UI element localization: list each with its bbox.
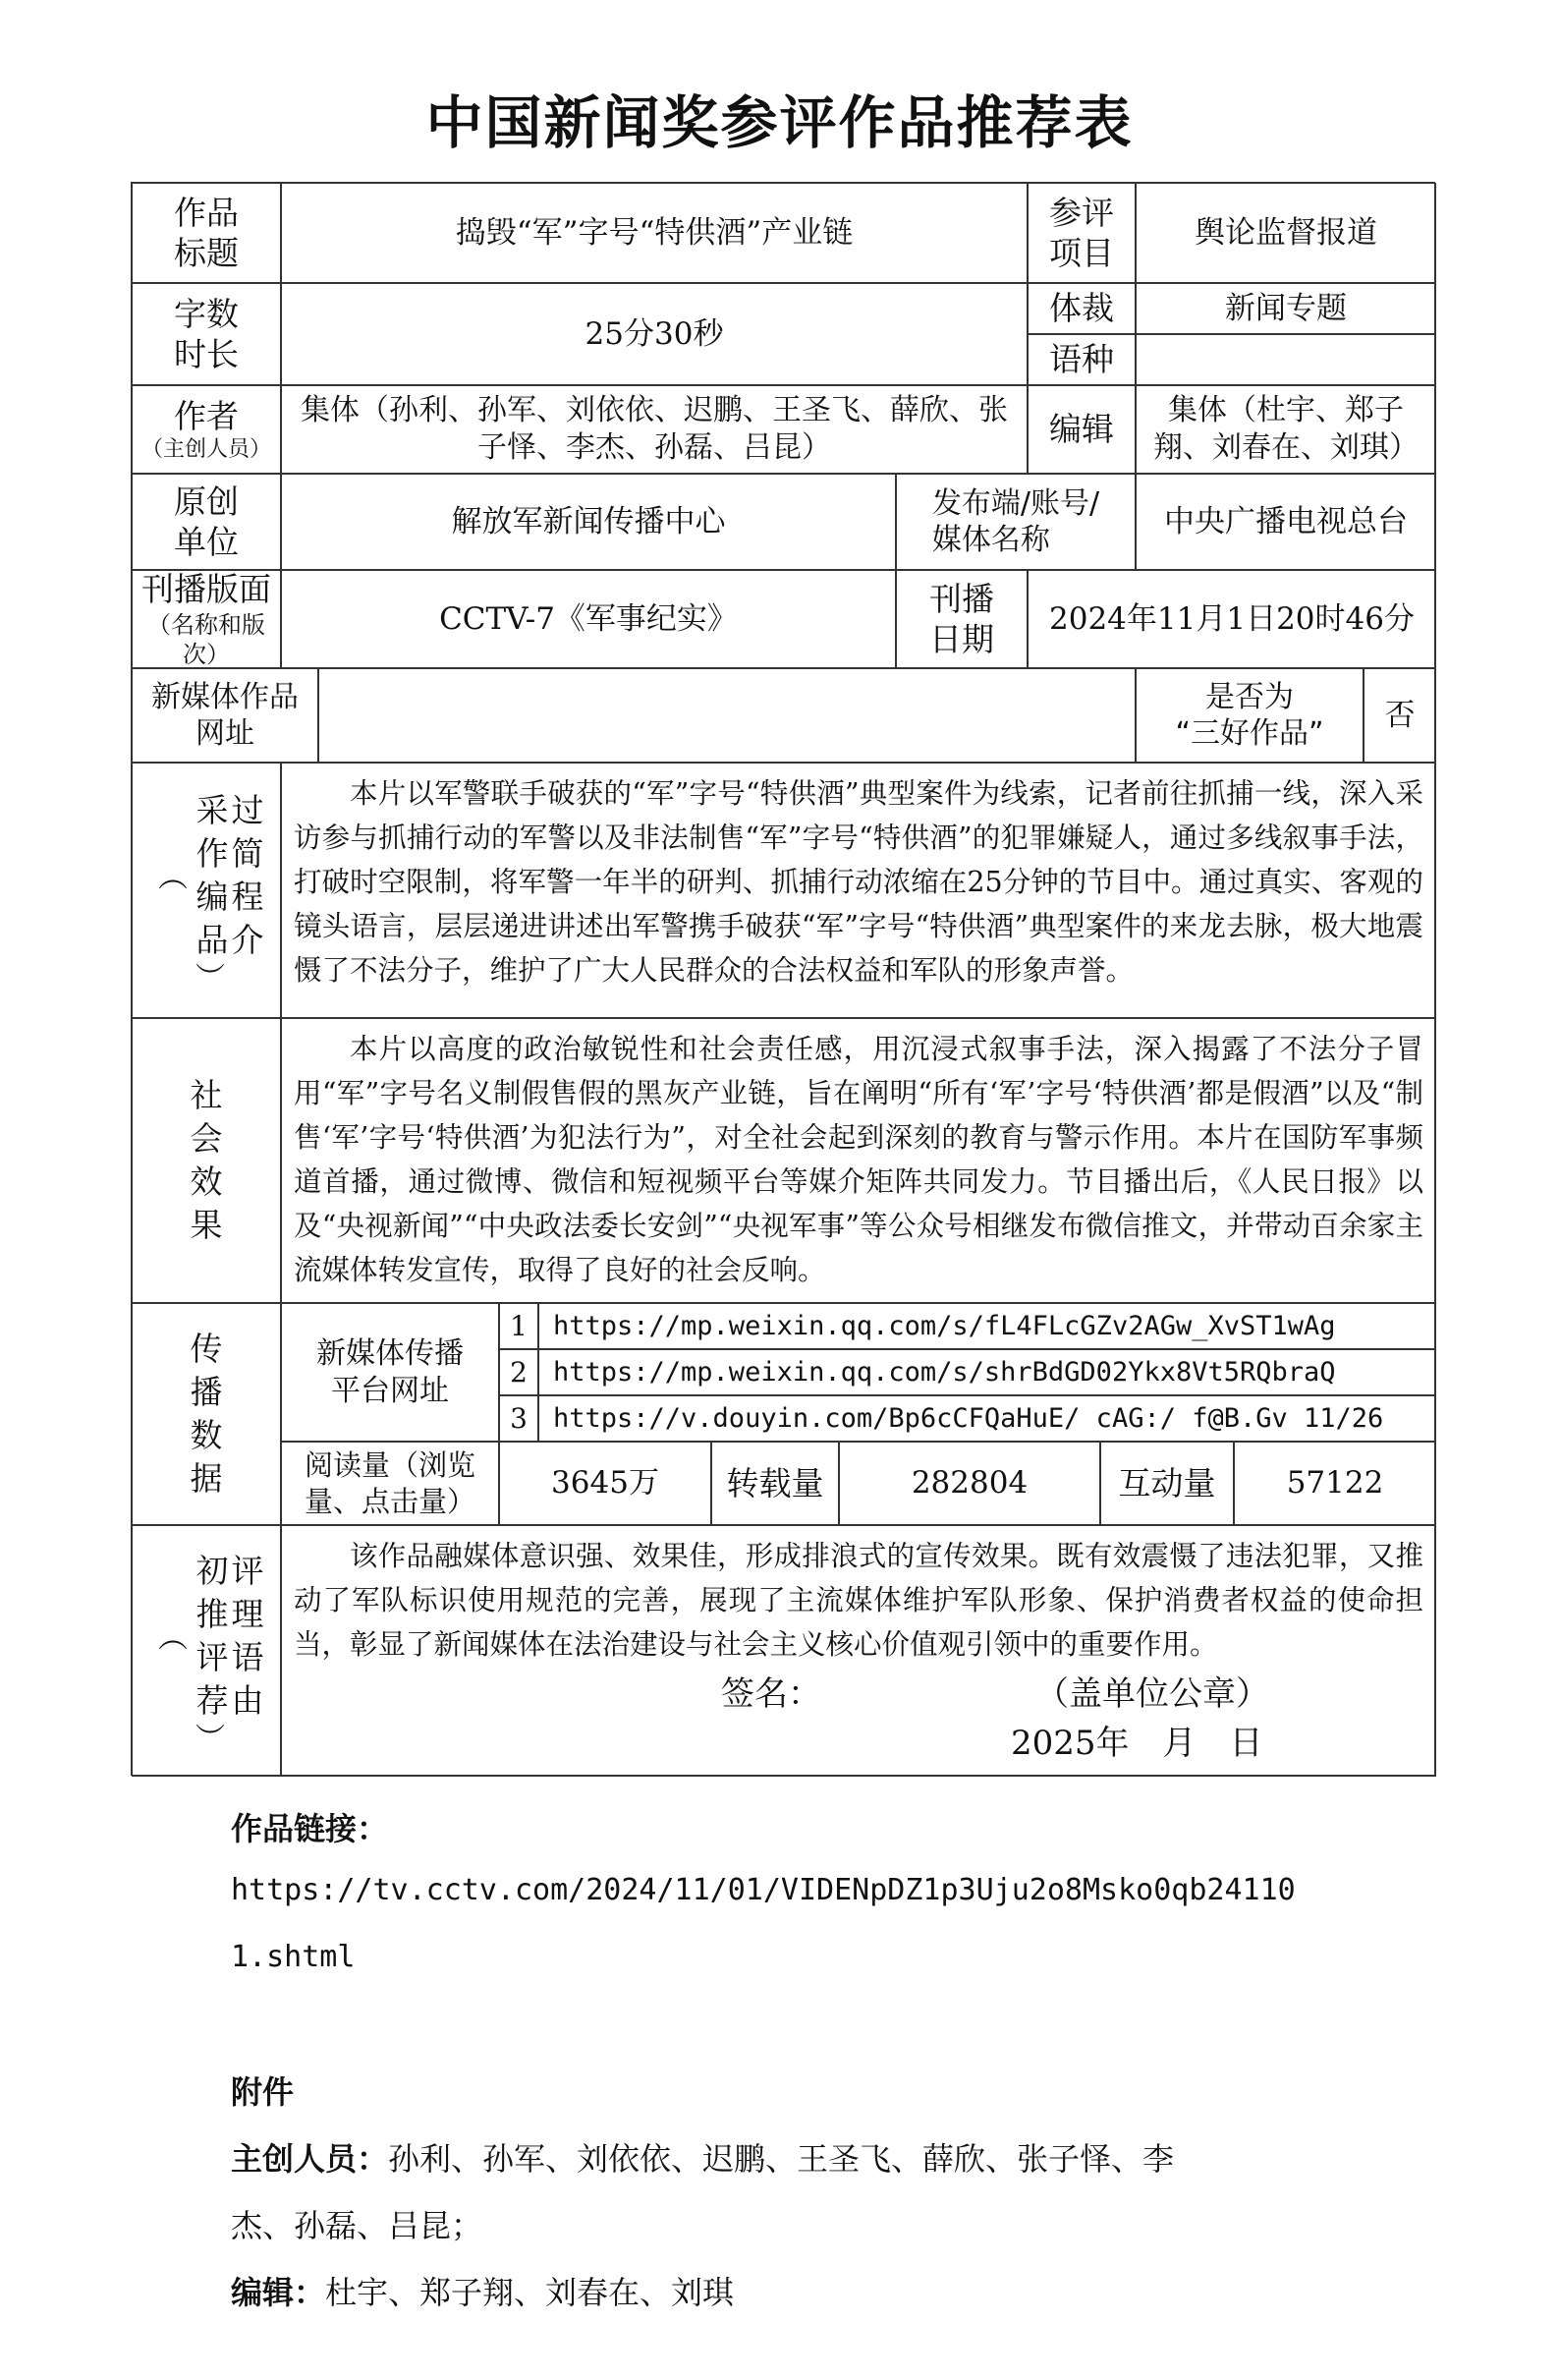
review-label-char-6: 语 — [231, 1638, 264, 1676]
work-title-value: 捣毁“军”字号“特供酒”产业链 — [281, 183, 1028, 283]
process-text: 本片以军警联手破获的“军”字号“特供酒”典型案件为线索，记者前往抓捕一线，深入采访参与抓捕行动的军警以及非法制售“军”字号“特供酒”的犯罪嫌疑人，通过多线叙事手法，打破时空限制，将军警一年半的研判、抓捕行动浓缩在25分钟的节目中。通过真实、客观的镜头语言，层层递进讲述出军警携手破获“军”字号“特供酒”典型案件的来龙去脉，极大地震慑了不法分子，维护了广大人民群众的合法权益和军队的形象声誉。 — [281, 763, 1436, 1018]
interactions-value: 57122 — [1234, 1442, 1436, 1525]
review-label-char-3: 荐 — [195, 1681, 229, 1720]
form-title: 中国新闻奖参评作品推荐表 — [425, 89, 1134, 156]
label-author — [132, 385, 281, 474]
category-value: 舆论监督报道 — [1136, 183, 1436, 283]
three-good-value: 否 — [1364, 668, 1436, 763]
genre-value: 新闻专题 — [1136, 283, 1436, 334]
label-process — [132, 763, 281, 1018]
creators-names-2: 杰、孙磊、吕昆； — [231, 2207, 483, 2244]
recommendation-form — [131, 182, 1435, 1776]
process-label-char-3: 品 — [195, 921, 229, 959]
spread-label-char-2: 数 — [190, 1416, 223, 1454]
spread-label-chars — [191, 1328, 223, 1501]
label-interactions: 互动量 — [1100, 1442, 1234, 1525]
process-label-char-1: 作 — [195, 834, 229, 873]
review-label-char-7: 由 — [231, 1681, 264, 1720]
link-line-2[interactable]: 1.shtml — [231, 1940, 356, 1974]
label-origin: 原创 单位 — [132, 474, 281, 570]
process-label-char-5: 简 — [231, 834, 264, 873]
paren-close: ） — [190, 962, 224, 992]
label-new-media-url: 新媒体作品 网址 — [132, 668, 318, 763]
label-reads: 阅读量（浏览 量、点击量） — [281, 1442, 499, 1525]
length-value: 25分30秒 — [281, 283, 1028, 385]
label-platform-urls: 新媒体传播 平台网址 — [281, 1303, 499, 1442]
review-label-char-1: 推 — [195, 1595, 229, 1633]
language-value — [1136, 334, 1436, 385]
creators-line-1 — [231, 2134, 1174, 2180]
attachment-heading: 附件 — [231, 2073, 295, 2111]
label-language: 语种 — [1028, 334, 1136, 385]
spread-label-char-1: 播 — [190, 1373, 223, 1411]
review-text: 该作品融媒体意识强、效果佳，形成排浪式的宣传效果。既有效震慑了违法犯罪，又推动了军队标识使用规范的完善，展现了主流媒体维护军队形象、保护消费者权益的使命担当，彰显了新闻媒体在法治建设与社会主义核心价值观引领中的重要作用。 — [294, 1540, 1423, 1661]
spread-label-char-3: 据 — [190, 1459, 223, 1498]
process-label-char-6: 程 — [231, 878, 264, 916]
url-link-3[interactable]: https://v.douyin.com/Bp6cCFQaHuE/ cAG:/ f@B.Gv 11/26 — [538, 1395, 1436, 1442]
review-label-char-4: 评 — [231, 1552, 264, 1590]
label-publisher: 发布端/账号/ 媒体名称 — [896, 474, 1136, 570]
url-link-1[interactable]: https://mp.weixin.qq.com/s/fL4FLcGZv2AGw_XvST1wAg — [538, 1303, 1436, 1349]
broadcast-edition-label-text: 刊播版面 — [141, 570, 271, 609]
social-label-char-1: 会 — [190, 1119, 223, 1158]
reposts-value: 282804 — [839, 1442, 1100, 1525]
label-category: 参评 项目 — [1028, 183, 1136, 283]
process-label-char-7: 介 — [231, 921, 264, 959]
broadcast-edition-label-note: （名称和版次） — [147, 610, 265, 668]
spread-label-char-0: 传 — [190, 1330, 223, 1368]
review-label-grid — [195, 1550, 265, 1723]
label-length: 字数 时长 — [132, 283, 281, 385]
sign-date: 2025年 月 日 — [1011, 1724, 1263, 1763]
label-social — [132, 1018, 281, 1303]
label-spread — [132, 1303, 281, 1525]
url-index-3: 3 — [499, 1395, 538, 1442]
paren-open: （ — [152, 861, 187, 890]
url-link-2[interactable]: https://mp.weixin.qq.com/s/shrBdGD02Ykx8Vt5RQbraQ — [538, 1349, 1436, 1395]
label-broadcast-edition — [132, 570, 281, 668]
author-value: 集体（孙利、孙军、刘依依、迟鹏、王圣飞、薛欣、张子怿、李杰、孙磊、吕昆） — [281, 385, 1028, 474]
editors-label: 编辑： — [231, 2274, 326, 2311]
label-editor: 编辑 — [1028, 385, 1136, 474]
process-label-char-4: 过 — [231, 791, 264, 829]
author-label-text: 作者 — [174, 396, 239, 435]
broadcast-edition-value: CCTV-7《军事纪实》 — [281, 570, 896, 668]
social-label-char-3: 果 — [190, 1206, 223, 1244]
social-label-char-0: 社 — [190, 1076, 223, 1114]
broadcast-date-value: 2024年11月1日20时46分 — [1028, 570, 1436, 668]
process-label-grid — [195, 789, 265, 962]
review-label-char-5: 理 — [231, 1595, 264, 1633]
editors-names: 杜宇、郑子翔、刘春在、刘琪 — [325, 2274, 735, 2311]
author-label-note: （主创人员） — [140, 436, 271, 462]
process-label-char-2: 编 — [195, 878, 229, 916]
link-line-1[interactable]: https://tv.cctv.com/2024/11/01/VIDENpDZ1p3Uju2o8Msko0qb24110 — [231, 1873, 1296, 1907]
origin-value: 解放军新闻传播中心 — [281, 474, 896, 570]
url-index-1: 1 — [499, 1303, 538, 1349]
label-three-good: 是否为 “三好作品” — [1136, 668, 1364, 763]
reads-value: 3645万 — [499, 1442, 711, 1525]
editors-line — [231, 2268, 734, 2313]
signature-label: 签名： — [721, 1674, 821, 1714]
social-text: 本片以高度的政治敏锐性和社会责任感，用沉浸式叙事手法，深入揭露了不法分子冒用“军”字号名义制假售假的黑灰产业链，旨在阐明“所有‘军’字号‘特供酒’都是假酒”以及“制售‘军’字号‘特供酒’为犯法行为”，对全社会起到深刻的教育与警示作用。本片在国防军事频道首播，通过微博、微信和短视频平台等媒介矩阵共同发力。节目播出后，《人民日报》以及“央视新闻”“中央政法委长安剑”“央视军事”等公众号相继发布微信推文，并带动百余家主流媒体转发宣传，取得了良好的社会反响。 — [281, 1018, 1436, 1303]
creators-label: 主创人员： — [231, 2140, 389, 2178]
paren-close: ） — [190, 1723, 224, 1752]
review-label-char-2: 评 — [195, 1638, 229, 1676]
label-reposts: 转载量 — [711, 1442, 839, 1525]
editor-value: 集体（杜宇、郑子翔、刘春在、刘琪） — [1136, 385, 1436, 474]
paren-open: （ — [152, 1621, 187, 1651]
seal-note: （盖单位公章） — [1035, 1674, 1269, 1714]
label-review — [132, 1525, 281, 1777]
label-work-title: 作品 标题 — [132, 183, 281, 283]
review-text-cell — [281, 1525, 1436, 1777]
social-label-chars — [191, 1074, 223, 1247]
process-label-char-0: 采 — [195, 791, 229, 829]
review-label-char-0: 初 — [195, 1552, 229, 1590]
url-index-2: 2 — [499, 1349, 538, 1395]
social-label-char-2: 效 — [190, 1162, 223, 1201]
creators-names-1: 孙利、孙军、刘依依、迟鹏、王圣飞、薛欣、张子怿、李 — [388, 2140, 1175, 2178]
publisher-value: 中央广播电视总台 — [1136, 474, 1436, 570]
label-genre: 体裁 — [1028, 283, 1136, 334]
label-broadcast-date: 刊播 日期 — [896, 570, 1028, 668]
new-media-url-value — [318, 668, 1136, 763]
link-label: 作品链接： — [231, 1810, 389, 1847]
